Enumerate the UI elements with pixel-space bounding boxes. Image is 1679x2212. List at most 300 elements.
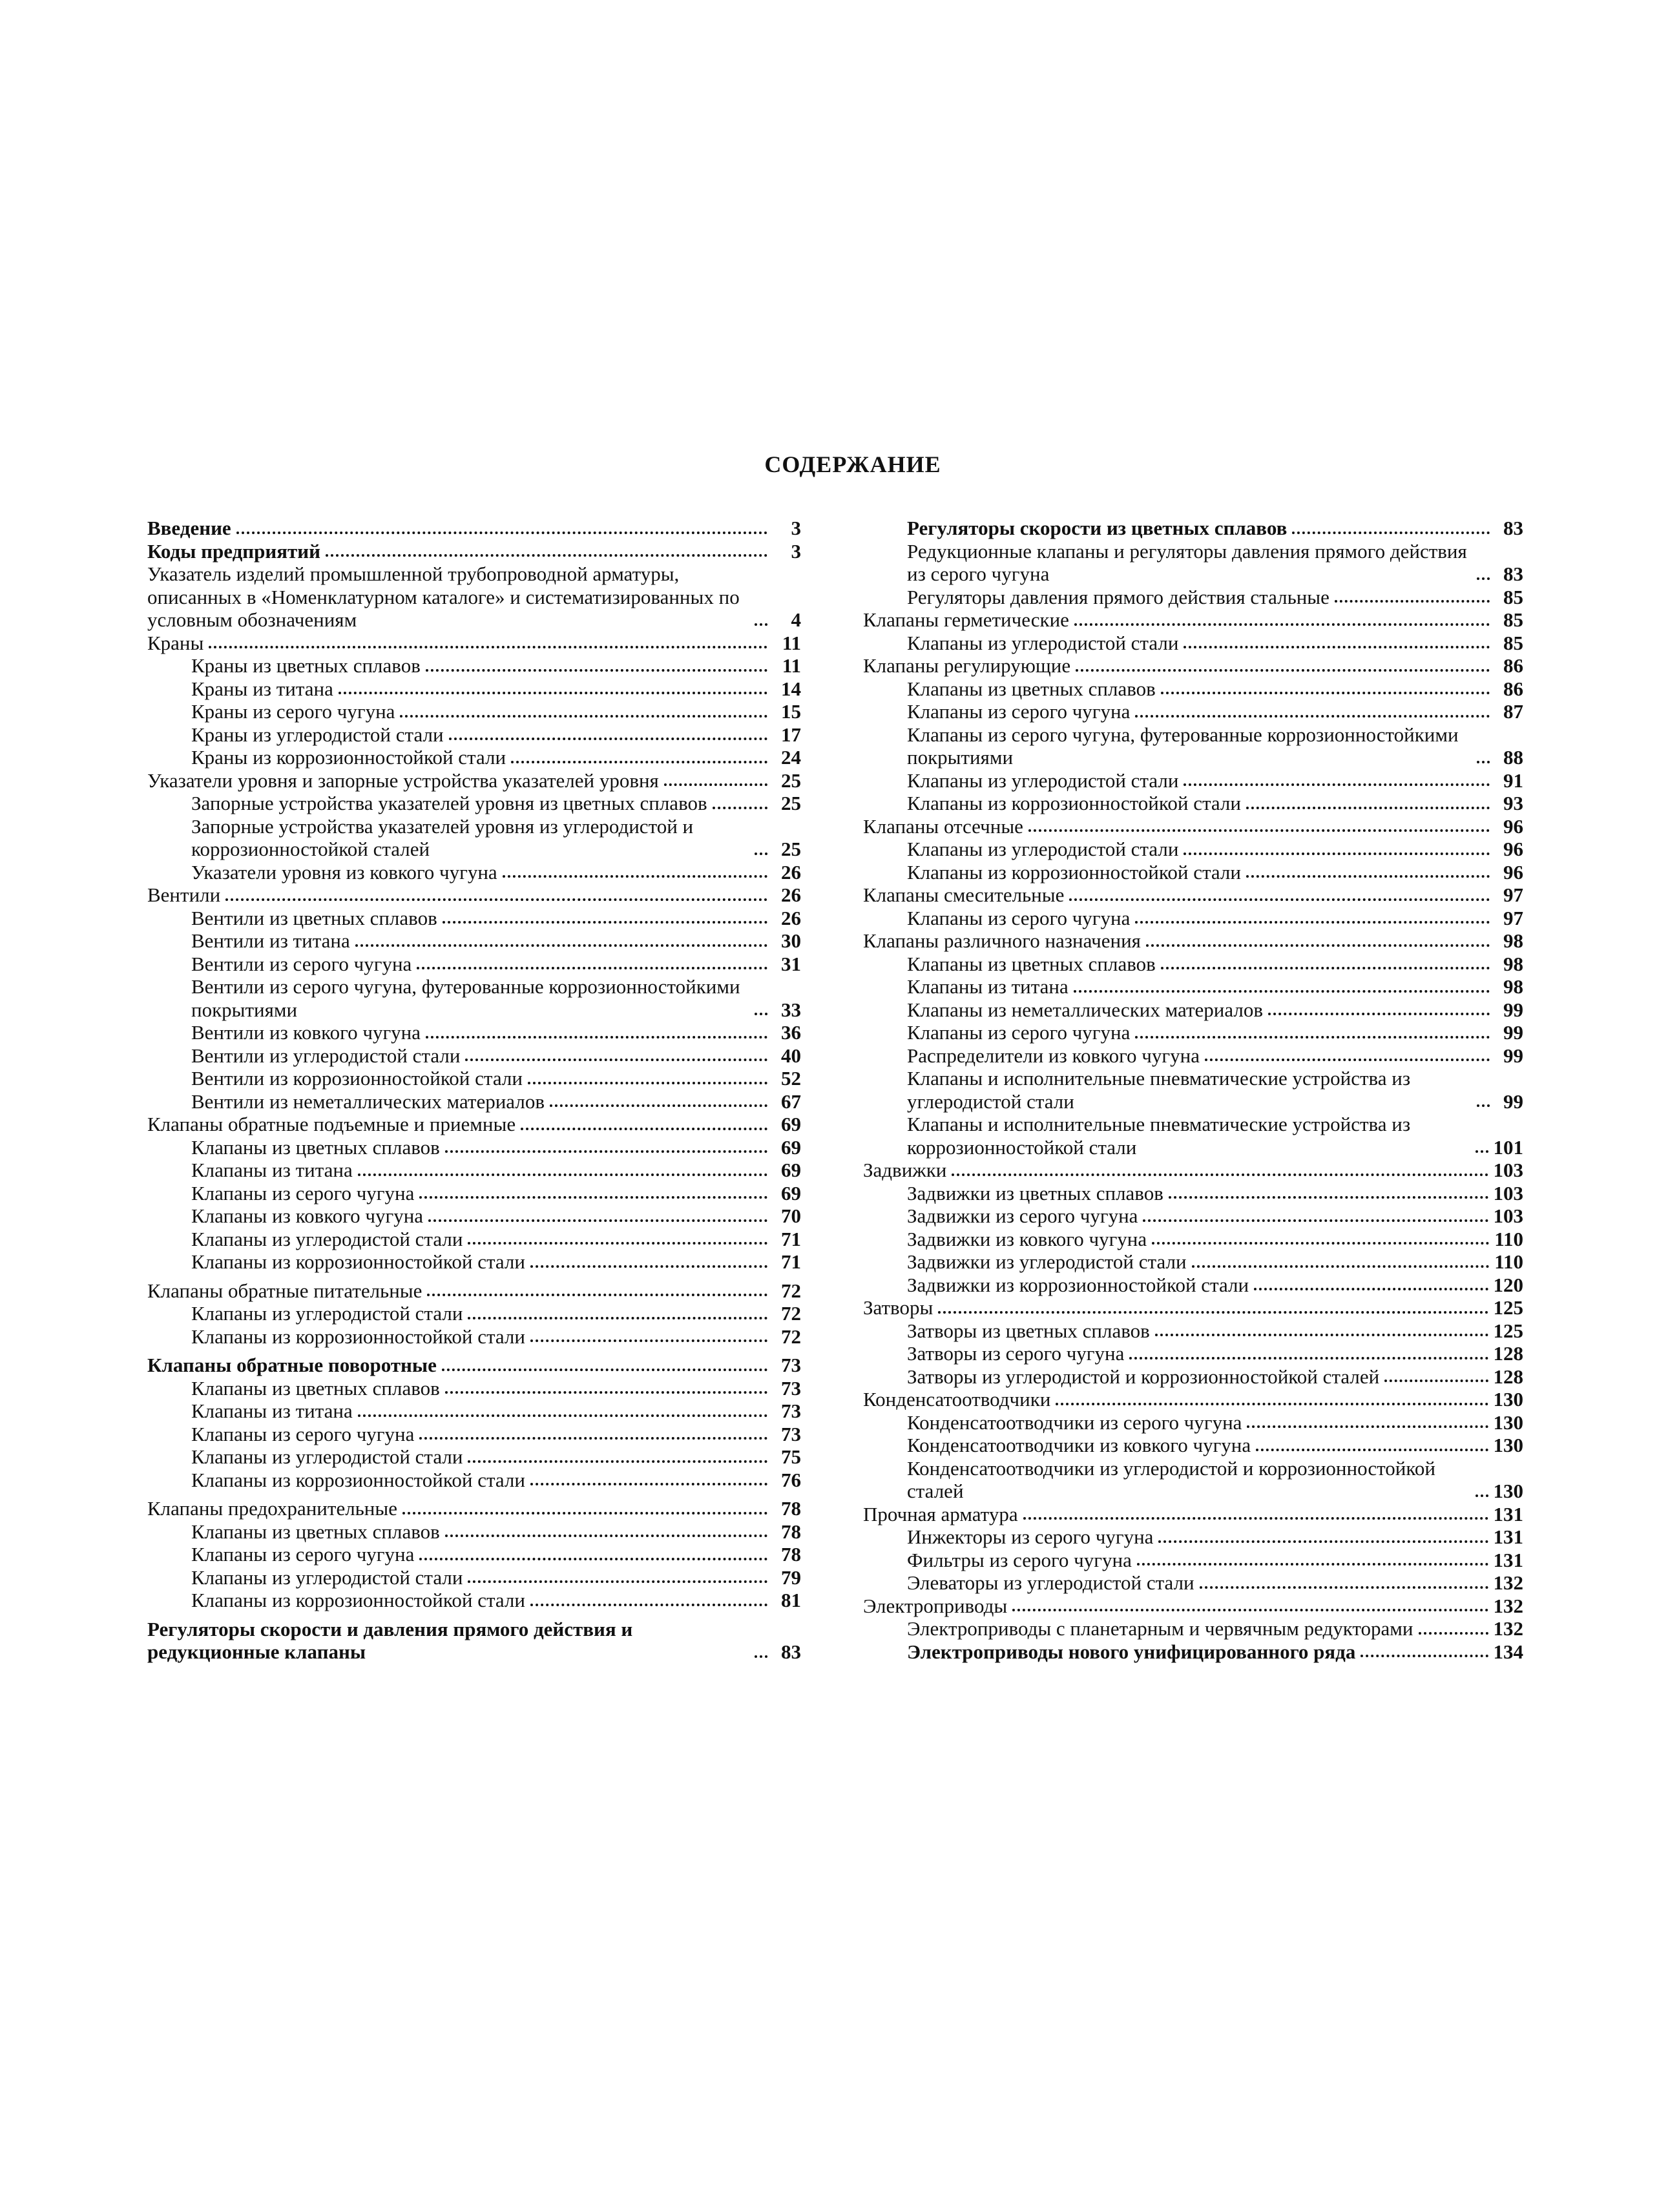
toc-entry-title: Клапаны из титана (191, 1400, 353, 1422)
toc-entry-page: 73 (781, 1376, 801, 1400)
toc-entry (863, 792, 1523, 815)
toc-entry-page: 128 (1493, 1342, 1523, 1365)
toc-entry-page: 86 (1503, 677, 1523, 700)
toc-entry (863, 1503, 1523, 1526)
toc-entry (863, 654, 1523, 677)
dot-leader (755, 1013, 767, 1015)
toc-entry-title: Затворы из углеродистой и коррозионностойкой сталей (907, 1365, 1380, 1388)
toc-entry-page: 97 (1503, 906, 1523, 929)
dot-leader (419, 1558, 767, 1560)
toc-entry-page: 73 (781, 1422, 801, 1445)
toc-entry-title: Вентили из неметаллических материалов (191, 1090, 545, 1113)
toc-entry (147, 1543, 801, 1566)
toc-entry-title: Электроприводы (863, 1594, 1008, 1617)
dot-leader (755, 623, 767, 626)
toc-entry-title: Клапаны предохранительные (147, 1497, 397, 1520)
dot-leader (1192, 1265, 1490, 1268)
dot-leader (1384, 1380, 1488, 1382)
toc-entry-page: 96 (1503, 838, 1523, 860)
toc-entry-title: Запорные устройства указателей уровня из углеродистой и коррозионностойкой сталей (191, 814, 694, 860)
toc-entry-page: 75 (781, 1445, 801, 1468)
dot-leader (426, 1036, 767, 1039)
toc-entry-page: 85 (1503, 585, 1523, 608)
toc-entry-title: Клапаны из углеродистой стали (191, 1302, 463, 1325)
toc-entry (147, 1113, 801, 1136)
toc-entry (147, 700, 801, 723)
dot-leader (445, 1391, 767, 1394)
toc-entry (863, 517, 1523, 540)
toc-entry (863, 540, 1523, 586)
toc-entry-title: Введение (147, 517, 231, 539)
toc-entry (147, 861, 801, 884)
toc-entry-title: Клапаны из серого чугуна (191, 1422, 415, 1445)
toc-entry (863, 1319, 1523, 1343)
toc-entry (863, 1457, 1523, 1503)
dot-leader (428, 1219, 767, 1222)
toc-entry-title: Задвижки из ковкого чугуна (907, 1227, 1147, 1250)
toc-entry-page: 99 (1503, 1021, 1523, 1044)
dot-leader (1247, 1425, 1488, 1428)
toc-entry (863, 1617, 1523, 1640)
toc-entry-title: Клапаны из цветных сплавов (191, 1520, 440, 1543)
toc-entry-page: 36 (781, 1021, 801, 1044)
dot-leader (1158, 1540, 1488, 1543)
toc-entry (863, 884, 1523, 907)
toc-entry-title: Клапаны из коррозионностойкой стали (191, 1250, 525, 1273)
toc-entry-title: Указатель изделий промышленной трубопроводной арматуры, описанных в «Номенклатурном каталоге» и систематизированных по условным обозначениям (147, 563, 740, 631)
toc-entry-title: Клапаны из серого чугуна (907, 700, 1131, 723)
dot-leader (1184, 783, 1490, 786)
toc-entry (863, 1113, 1523, 1159)
toc-entry (863, 953, 1523, 976)
toc-entry-title: Конденсатоотводчики из ковкого чугуна (907, 1434, 1251, 1456)
dot-leader (1056, 1403, 1488, 1405)
dot-leader (521, 1128, 767, 1130)
toc-entry-title: Задвижки из цветных сплавов (907, 1181, 1163, 1204)
dot-leader (550, 1104, 767, 1107)
toc-entry (147, 1228, 801, 1251)
toc-entry-title: Клапаны смесительные (863, 884, 1065, 906)
toc-entry (147, 1423, 801, 1446)
toc-entry-page: 130 (1493, 1480, 1523, 1502)
toc-entry (863, 861, 1523, 884)
toc-entry-page: 40 (781, 1044, 801, 1067)
toc-entry (147, 540, 801, 563)
toc-entry-title: Указатели уровня и запорные устройства указателей уровня (147, 769, 659, 792)
dot-leader (511, 761, 767, 763)
toc-entry-title: Клапаны регулирующие (863, 654, 1071, 677)
toc-entry (147, 632, 801, 655)
dot-leader (755, 853, 767, 855)
dot-leader (1135, 715, 1490, 718)
page-title: СОДЕРЖАНИЕ (764, 451, 941, 477)
toc-entry-page: 110 (1494, 1227, 1523, 1250)
toc-entry-title: Задвижки (863, 1159, 947, 1181)
dot-leader (1143, 1219, 1488, 1222)
toc-entry-title: Клапаны из титана (907, 975, 1069, 998)
toc-entry-page: 69 (781, 1159, 801, 1181)
toc-entry-title: Клапаны из углеродистой стали (907, 838, 1179, 860)
toc-entry (147, 723, 801, 747)
dot-leader (419, 1437, 767, 1440)
toc-entry-title: Клапаны обратные питательные (147, 1279, 422, 1302)
toc-entry-title: Вентили из серого чугуна, футерованные коррозионностойкими покрытиями (191, 975, 740, 1021)
toc-entry (863, 1434, 1523, 1457)
dot-leader (1074, 990, 1490, 993)
dot-leader (755, 1655, 767, 1658)
toc-entry-title: Прочная арматура (863, 1502, 1018, 1525)
toc-entry (863, 1411, 1523, 1434)
toc-entry-title: Конденсатоотводчики из углеродистой и коррозионностойкой сталей (907, 1456, 1435, 1502)
toc-entry-title: Задвижки из коррозионностойкой стали (907, 1273, 1249, 1296)
toc-entry-page: 25 (781, 769, 801, 792)
dot-leader (1152, 1242, 1489, 1245)
dot-leader (1023, 1517, 1488, 1520)
toc-entry-page: 14 (781, 677, 801, 700)
toc-entry-page: 85 (1503, 608, 1523, 631)
dot-leader (1268, 1013, 1490, 1015)
toc-entry-title: Клапаны из цветных сплавов (907, 677, 1156, 700)
toc-entry-page: 132 (1493, 1594, 1523, 1617)
dot-leader (426, 669, 767, 672)
toc-entry-title: Клапаны из углеродистой стали (907, 769, 1179, 792)
toc-entry-title: Клапаны из ковкого чугуна (191, 1204, 424, 1227)
toc-entry-page: 130 (1493, 1411, 1523, 1434)
dot-leader (1361, 1655, 1488, 1657)
dot-leader (402, 1512, 767, 1514)
toc-entry-title: Краны из цветных сплавов (191, 654, 421, 677)
toc-entry-page: 11 (782, 654, 801, 677)
toc-entry-title: Вентили из углеродистой стали (191, 1044, 461, 1067)
toc-entry-page: 52 (781, 1067, 801, 1090)
dot-leader (465, 1059, 767, 1061)
toc-entry (863, 1388, 1523, 1411)
toc-entry (863, 586, 1523, 609)
toc-entry (147, 1520, 801, 1544)
toc-entry-page: 103 (1493, 1204, 1523, 1227)
toc-entry-page: 125 (1493, 1296, 1523, 1319)
dot-leader (358, 1414, 767, 1417)
dot-leader (236, 532, 767, 534)
toc-entry-page: 11 (782, 631, 801, 654)
toc-entry-title: Элеваторы из углеродистой стали (907, 1571, 1194, 1594)
toc-entry-page: 86 (1503, 654, 1523, 677)
toc-entry-title: Клапаны из серого чугуна (191, 1543, 415, 1566)
toc-entry-title: Вентили из серого чугуна (191, 952, 412, 975)
toc-entry (147, 792, 801, 815)
toc-entry (147, 1377, 801, 1400)
dot-leader (1135, 921, 1490, 924)
toc-entry-title: Клапаны из цветных сплавов (907, 952, 1156, 975)
dot-leader (530, 1483, 767, 1485)
toc-entry (863, 1204, 1523, 1228)
toc-entry-page: 31 (781, 952, 801, 975)
toc-entry-title: Клапаны из цветных сплавов (191, 1376, 440, 1400)
toc-entry-title: Вентили из коррозионностойкой стали (191, 1067, 523, 1090)
toc-entry-page: 99 (1503, 998, 1523, 1021)
toc-entry-title: Клапаны из коррозионностойкой стали (191, 1325, 525, 1348)
toc-entry (147, 1302, 801, 1325)
toc-entry (863, 769, 1523, 792)
toc-entry-title: Инжекторы из серого чугуна (907, 1525, 1154, 1548)
toc-entry-page: 69 (781, 1113, 801, 1135)
toc-entry (863, 1228, 1523, 1251)
dot-leader (1155, 1334, 1488, 1336)
toc-entry (147, 1182, 801, 1205)
toc-entry-title: Конденсатоотводчики из серого чугуна (907, 1411, 1242, 1434)
toc-entry (147, 1159, 801, 1182)
toc-entry-title: Клапаны из титана (191, 1159, 353, 1181)
toc-entry (147, 1021, 801, 1044)
toc-entry-page: 83 (1503, 563, 1523, 585)
toc-entry-title: Клапаны из неметаллических материалов (907, 998, 1263, 1021)
toc-entry (147, 517, 801, 540)
dot-leader (1069, 898, 1490, 901)
dot-leader (445, 1535, 767, 1537)
toc-entry-page: 130 (1493, 1388, 1523, 1411)
toc-entry-page: 78 (781, 1520, 801, 1543)
dot-leader (528, 1082, 767, 1084)
toc-entry-title: Электроприводы с планетарным и червячным редукторами (907, 1617, 1413, 1640)
dot-leader (1146, 944, 1490, 947)
dot-leader (1184, 853, 1490, 855)
toc-entry-title: Редукционные клапаны и регуляторы давления прямого действия из серого чугуна (907, 539, 1467, 585)
toc-entry-title: Клапаны обратные подъемные и приемные (147, 1113, 516, 1135)
dot-leader (938, 1311, 1488, 1314)
toc-entry (147, 677, 801, 701)
dot-leader (1135, 1036, 1490, 1039)
toc-entry-page: 76 (781, 1468, 801, 1491)
toc-entry (147, 746, 801, 769)
dot-leader (1476, 1494, 1488, 1497)
dot-leader (530, 1339, 767, 1342)
dot-leader (419, 1196, 767, 1199)
toc-entry-title: Электроприводы нового унифицированного ряда (907, 1640, 1356, 1663)
toc-entry (147, 769, 801, 792)
toc-entry-page: 33 (781, 998, 801, 1021)
toc-entry (147, 907, 801, 930)
toc-entry-title: Клапаны из цветных сплавов (191, 1135, 440, 1159)
toc-entry-title: Затворы из серого чугуна (907, 1342, 1125, 1365)
toc-entry (147, 1204, 801, 1228)
toc-entry (863, 723, 1523, 769)
toc-entry-page: 103 (1493, 1159, 1523, 1181)
dot-leader (1205, 1059, 1490, 1061)
toc-entry-title: Запорные устройства указателей уровня из цветных сплавов (191, 792, 707, 814)
toc-entry (147, 1445, 801, 1469)
toc-entry (863, 838, 1523, 861)
toc-entry-page: 15 (781, 700, 801, 723)
dot-leader (400, 715, 767, 718)
toc-entry-page: 130 (1493, 1434, 1523, 1456)
dot-leader (713, 807, 767, 809)
toc-entry (863, 677, 1523, 701)
toc-entry (863, 1274, 1523, 1297)
toc-entry-title: Краны из титана (191, 677, 333, 700)
dot-leader (1335, 600, 1490, 603)
toc-entry (863, 815, 1523, 838)
toc-entry-title: Клапаны из серого чугуна (907, 1021, 1131, 1044)
dot-leader (1246, 875, 1490, 878)
dot-leader (225, 898, 767, 901)
toc-entry-page: 78 (781, 1543, 801, 1566)
toc-entry (863, 700, 1523, 723)
toc-entry (863, 1182, 1523, 1205)
toc-entry-page: 72 (781, 1302, 801, 1325)
dot-leader (1169, 1196, 1488, 1199)
toc-entry (147, 654, 801, 677)
toc-entry-page: 25 (781, 792, 801, 814)
dot-leader (530, 1265, 767, 1268)
toc-entry-page: 103 (1493, 1181, 1523, 1204)
dot-leader (1200, 1586, 1488, 1589)
dot-leader (1161, 692, 1490, 694)
dot-leader (1476, 1150, 1488, 1153)
toc-entry-title: Регуляторы давления прямого действия стальные (907, 585, 1330, 608)
toc-entry (863, 1571, 1523, 1595)
toc-entry-title: Распределители из ковкого чугуна (907, 1044, 1200, 1067)
toc-column-right (863, 517, 1523, 1663)
toc-entry-title: Конденсатоотводчики (863, 1388, 1051, 1411)
toc-entry-title: Клапаны и исполнительные пневматические устройства из коррозионностойкой стали (907, 1113, 1411, 1159)
toc-entry-page: 72 (781, 1325, 801, 1348)
toc-entry-page: 128 (1493, 1365, 1523, 1388)
toc-entry (863, 1365, 1523, 1389)
toc-entry-title: Клапаны из углеродистой стали (907, 631, 1179, 654)
toc-entry-title: Клапаны из коррозионностойкой стали (907, 792, 1241, 814)
toc-entry-page: 85 (1503, 631, 1523, 654)
dot-leader (1477, 577, 1490, 580)
dot-leader (326, 554, 767, 557)
dot-leader (503, 875, 767, 878)
toc-entry-title: Клапаны из коррозионностойкой стали (191, 1468, 525, 1491)
dot-leader (468, 1317, 767, 1319)
toc-entry-page: 26 (781, 860, 801, 884)
dot-leader (417, 967, 767, 969)
toc-entry-page: 87 (1503, 700, 1523, 723)
toc-entry-page: 24 (781, 746, 801, 769)
toc-entry-page: 99 (1503, 1044, 1523, 1067)
toc-entry-title: Клапаны различного назначения (863, 929, 1141, 952)
toc-entry (147, 1566, 801, 1589)
toc-entry-page: 25 (781, 838, 801, 860)
toc-entry (147, 1136, 801, 1159)
toc-entry (147, 1250, 801, 1274)
dot-leader (1137, 1563, 1488, 1566)
toc-entry-page: 26 (781, 906, 801, 929)
toc-entry-page: 98 (1503, 975, 1523, 998)
toc-entry-page: 134 (1493, 1640, 1523, 1663)
toc-entry-title: Краны из углеродистой стали (191, 723, 444, 746)
dot-leader (1161, 967, 1490, 969)
toc-entry (147, 563, 801, 632)
toc-entry-page: 88 (1503, 746, 1523, 769)
toc-entry-title: Регуляторы скорости и давления прямого действия и редукционные клапаны (147, 1617, 633, 1663)
toc-entry-page: 4 (791, 608, 801, 631)
toc-entry (147, 884, 801, 907)
toc-entry-page: 96 (1503, 860, 1523, 884)
toc-entry (147, 1325, 801, 1349)
toc-entry-title: Задвижки из серого чугуна (907, 1204, 1138, 1227)
toc-entry-page: 131 (1493, 1502, 1523, 1525)
toc-entry-page: 131 (1493, 1525, 1523, 1548)
toc-entry (147, 953, 801, 976)
dot-leader (1254, 1288, 1488, 1290)
dot-leader (427, 1294, 767, 1296)
toc-entry-page: 73 (781, 1400, 801, 1422)
dot-leader (468, 1460, 767, 1463)
toc-entry (863, 1021, 1523, 1044)
toc-entry-page: 96 (1503, 814, 1523, 838)
toc-entry-page: 132 (1493, 1571, 1523, 1594)
toc-entry-title: Клапаны из углеродистой стали (191, 1445, 463, 1468)
toc-entry-page: 3 (791, 539, 801, 563)
dot-leader (468, 1242, 767, 1245)
dot-leader (1292, 532, 1490, 534)
toc-entry (147, 1618, 801, 1664)
toc-entry-title: Клапаны герметические (863, 608, 1069, 631)
dot-leader (339, 692, 767, 694)
toc-entry (863, 1044, 1523, 1068)
toc-entry (147, 1090, 801, 1113)
toc-entry-page: 30 (781, 929, 801, 952)
dot-leader (1256, 1449, 1488, 1451)
toc-entry (863, 998, 1523, 1022)
toc-entry (863, 1342, 1523, 1365)
toc-entry-title: Клапаны из серого чугуна (907, 906, 1131, 929)
toc-entry-page: 69 (781, 1135, 801, 1159)
toc-entry-title: Вентили из цветных сплавов (191, 906, 437, 929)
toc-entry (863, 1159, 1523, 1182)
toc-entry (147, 815, 801, 861)
toc-entry-title: Клапаны из серого чугуна, футерованные коррозионностойкими покрытиями (907, 723, 1459, 769)
dot-leader (358, 1173, 767, 1176)
toc-entry-title: Указатели уровня из ковкого чугуна (191, 860, 497, 884)
toc-entry-title: Клапаны из углеродистой стали (191, 1227, 463, 1250)
toc-entry-title: Клапаны обратные поворотные (147, 1354, 437, 1376)
toc-entry-page: 93 (1503, 792, 1523, 814)
toc-entry-title: Фильтры из серого чугуна (907, 1548, 1132, 1571)
toc-entry-title: Краны (147, 631, 204, 654)
dot-leader (1184, 646, 1490, 648)
toc-entry-title: Затворы из цветных сплавов (907, 1319, 1150, 1342)
toc-entry (147, 929, 801, 953)
toc-entry-page: 101 (1493, 1135, 1523, 1159)
toc-entry-page: 3 (791, 517, 801, 539)
toc-entry-page: 120 (1493, 1273, 1523, 1296)
dot-leader (468, 1580, 767, 1583)
toc-entry-page: 99 (1503, 1090, 1523, 1113)
toc-entry (863, 929, 1523, 953)
dot-leader (1246, 807, 1490, 809)
toc-entry-page: 110 (1494, 1250, 1523, 1273)
toc-entry-page: 98 (1503, 929, 1523, 952)
toc-entry-title: Клапаны из серого чугуна (191, 1181, 415, 1204)
toc-entry-page: 78 (781, 1497, 801, 1520)
toc-entry-title: Клапаны и исполнительные пневматические устройства из углеродистой стали (907, 1067, 1411, 1113)
dot-leader (530, 1604, 767, 1606)
toc-entry-title: Вентили из ковкого чугуна (191, 1021, 421, 1044)
toc-entry (863, 1250, 1523, 1274)
toc-entry-title: Затворы (863, 1296, 933, 1319)
dot-leader (1028, 829, 1490, 832)
dot-leader (1477, 761, 1490, 763)
toc-entry (863, 907, 1523, 930)
toc-entry-title: Клапаны из коррозионностойкой стали (191, 1589, 525, 1611)
toc-entry-page: 71 (781, 1227, 801, 1250)
toc-entry-page: 67 (781, 1090, 801, 1113)
toc-entry-page: 131 (1493, 1548, 1523, 1571)
